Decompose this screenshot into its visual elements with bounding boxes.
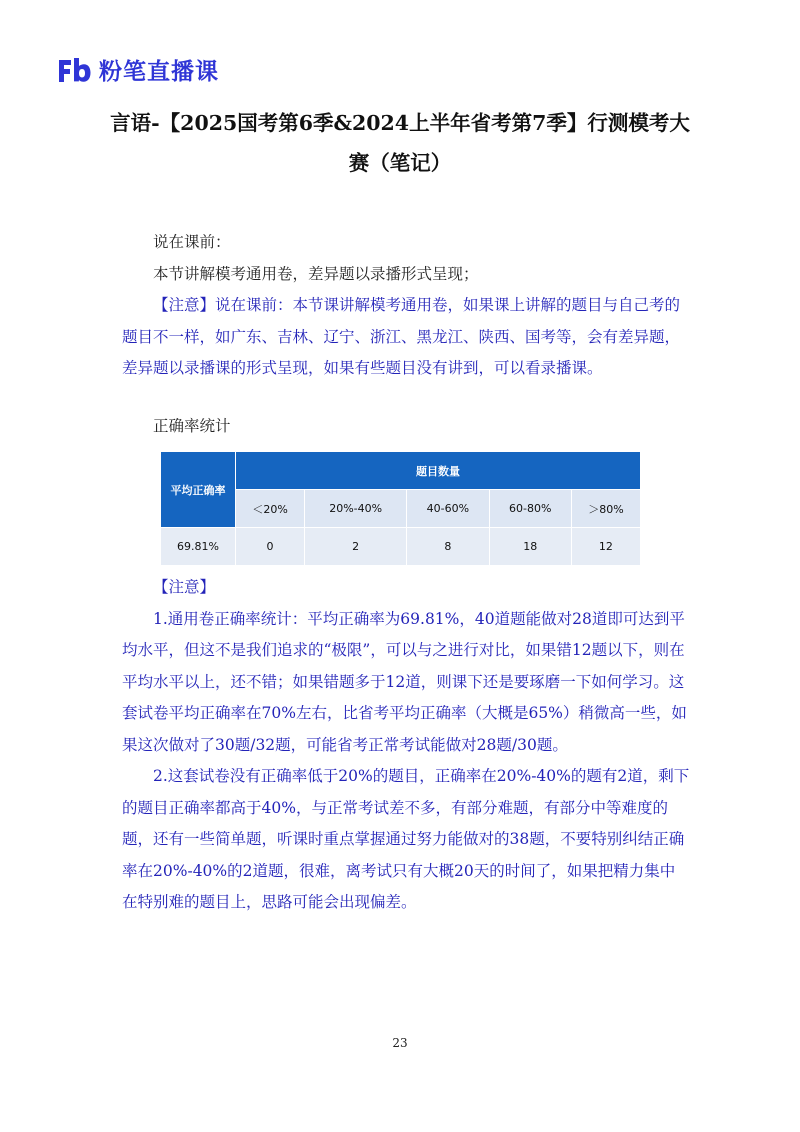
row-header-average: 平均正确率 (161, 452, 236, 528)
group-header-count: 题目数量 (236, 452, 641, 490)
notes-title: 【注意】 (153, 578, 216, 596)
accuracy-table (160, 451, 641, 566)
note-paragraph-1: 1.通用卷正确率统计：平均正确率为69.81%，40道题能做对28道即可达到平均水平，但这不是我们追求的“极限”，可以与之进行对比，如果错12题以下，则在平均水平以上，还不错；如果错题多于12道，则课下还是要琢磨一下如何学习。这套试卷平均正确率在70%左右，比省考平均正确率（大概是65%）稍微高一些，如果这次做对了30题/32题，可能省考正常考试能做对28题/30题。 (122, 609, 687, 754)
note-paragraph-2: 2.这套试卷没有正确率低于20%的题目，正确率在20%-40%的题有2道，剩下的题目正确率都高于40%，与正常考试差不多，有部分难题，有部分中等难度的题，还有一些简单题，听课时重点掌握通过努力能做对的38题，不要特别纠结正确率在20%-40%的2道题，很难，离考试只有大概20天的时间了，如果把精力集中在特别难的题目上，思路可能会出现偏差。 (122, 767, 690, 911)
stats-heading: 正确率统计 (153, 416, 231, 435)
count-cell: 0 (236, 528, 305, 566)
page-number: 23 (392, 1036, 408, 1050)
logo-text: 粉笔直播课 (99, 59, 219, 85)
brand-logo (57, 53, 219, 86)
column-header: 40-60% (407, 490, 489, 528)
column-header: 60-80% (489, 490, 571, 528)
table-row (161, 528, 641, 566)
column-header: ＞80% (571, 490, 640, 528)
document-title-line2: 赛（笔记） (348, 151, 452, 175)
intro-line: 本节讲解模考通用卷，差异题以录播形式呈现； (153, 264, 479, 283)
count-cell: 2 (305, 528, 407, 566)
intro-note: 【注意】说在课前：本节课讲解模考通用卷，如果课上讲解的题目与自己考的题目不一样，如广东、吉林、辽宁、浙江、黑龙江、陕西、国考等，会有差异题，差异题以录播课的形式呈现，如果有些题目没有讲到，可以看录播课。 (122, 296, 681, 377)
fb-logo-icon (57, 56, 91, 84)
column-header: ＜20% (236, 490, 305, 528)
count-cell: 8 (407, 528, 489, 566)
document-title-line1: 言语-【2025国考第6季&2024上半年省考第7季】行测模考大 (110, 111, 690, 135)
count-cell: 18 (489, 528, 571, 566)
column-header: 20%-40% (305, 490, 407, 528)
document-body (122, 227, 690, 919)
intro-label: 说在课前： (153, 233, 231, 251)
count-cell: 12 (571, 528, 640, 566)
average-value: 69.81% (161, 528, 236, 566)
